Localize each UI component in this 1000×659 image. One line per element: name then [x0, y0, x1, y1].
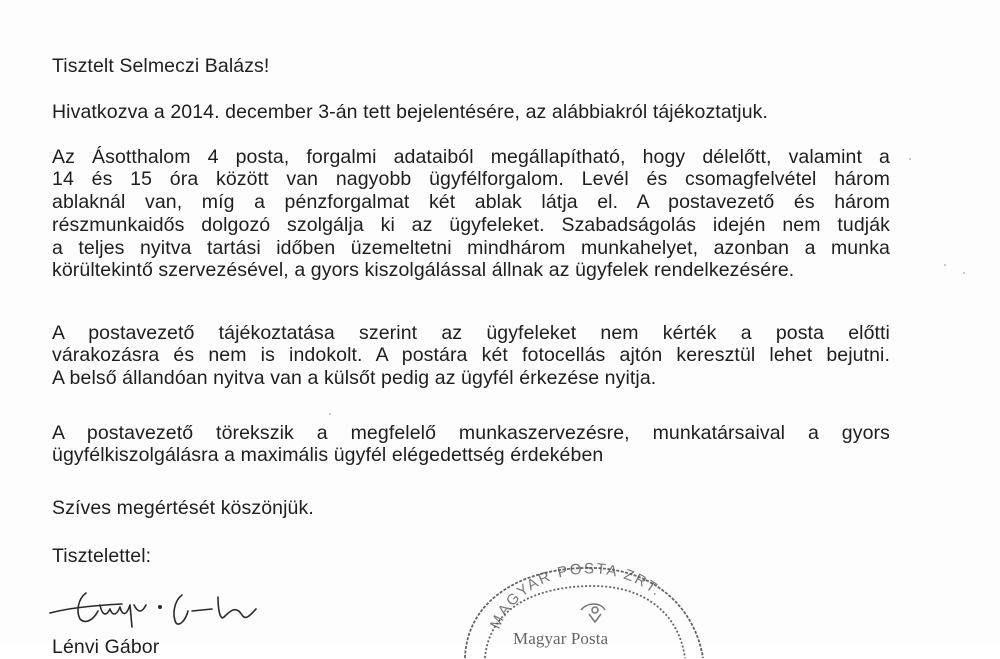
paragraph-2-line: A postavezető tájékoztatása szerint az ügyfeleket nem kérték a posta előtti	[52, 322, 890, 344]
paragraph-2-line: várakozásra és nem is indokolt. A postára két fotocellás ajtón keresztül lehet bejutni.	[52, 344, 890, 366]
paragraph-1	[52, 146, 952, 326]
paragraph-1-line: Az Ásotthalom 4 posta, forgalmi adataiból megállapítható, hogy délelőtt, valamint a	[52, 146, 890, 168]
scan-speck	[963, 272, 965, 274]
scan-speck	[329, 413, 331, 415]
closing-line: Szíves megértését köszönjük.	[52, 497, 314, 519]
official-stamp	[455, 548, 715, 658]
paragraph-3-line: A postavezető törekszik a megfelelő munkaszervezésre, munkatársaival a gyors	[52, 422, 890, 444]
paragraph-1-line: ablaknál van, míg a pénzforgalmat két ablak látja el. A postavezető és három	[52, 191, 890, 213]
stamp-ring-text: MAGYAR POSTA ZRT.	[486, 560, 666, 632]
greeting: Tisztelt Selmeczi Balázs!	[52, 55, 270, 77]
scan-speck	[944, 264, 946, 266]
paragraph-3-line: ügyfélkiszolgálásra a maximális ügyfél elégedettség érdekében	[52, 444, 604, 466]
reference-sentence: Hivatkozva a 2014. december 3-án tett bejelentésére, az alábbiakról tájékoztatjuk.	[52, 101, 769, 123]
scan-speck	[909, 158, 911, 160]
svg-text:MAGYAR POSTA ZRT.	[487, 560, 666, 631]
paragraph-1-line: a teljes nyitva tartási időben üzemeltetni mindhárom munkahelyet, azonban a munka	[52, 237, 890, 259]
paragraph-1-line: körültekintő szervezésével, a gyors kiszolgálással állnak az ügyfelek rendelkezésére.	[52, 259, 795, 281]
handwritten-signature	[42, 575, 282, 645]
regards-line: Tisztelettel:	[52, 545, 152, 567]
stamp-center-text: Magyar Posta	[513, 629, 609, 648]
paragraph-1-line: részmunkaidős dolgozó szolgálja ki az ügyfeleket. Szabadságolás idején nem tudják	[52, 214, 890, 236]
paragraph-2-line: A belső állandóan nyitva van a külsőt pedig az ügyfél érkezése nyitja.	[52, 367, 657, 389]
paragraph-1-line: 14 és 15 óra között van nagyobb ügyfélforgalom. Levél és csomagfelvétel három	[52, 168, 890, 190]
sender-name: Lénvi Gábor	[52, 636, 160, 658]
